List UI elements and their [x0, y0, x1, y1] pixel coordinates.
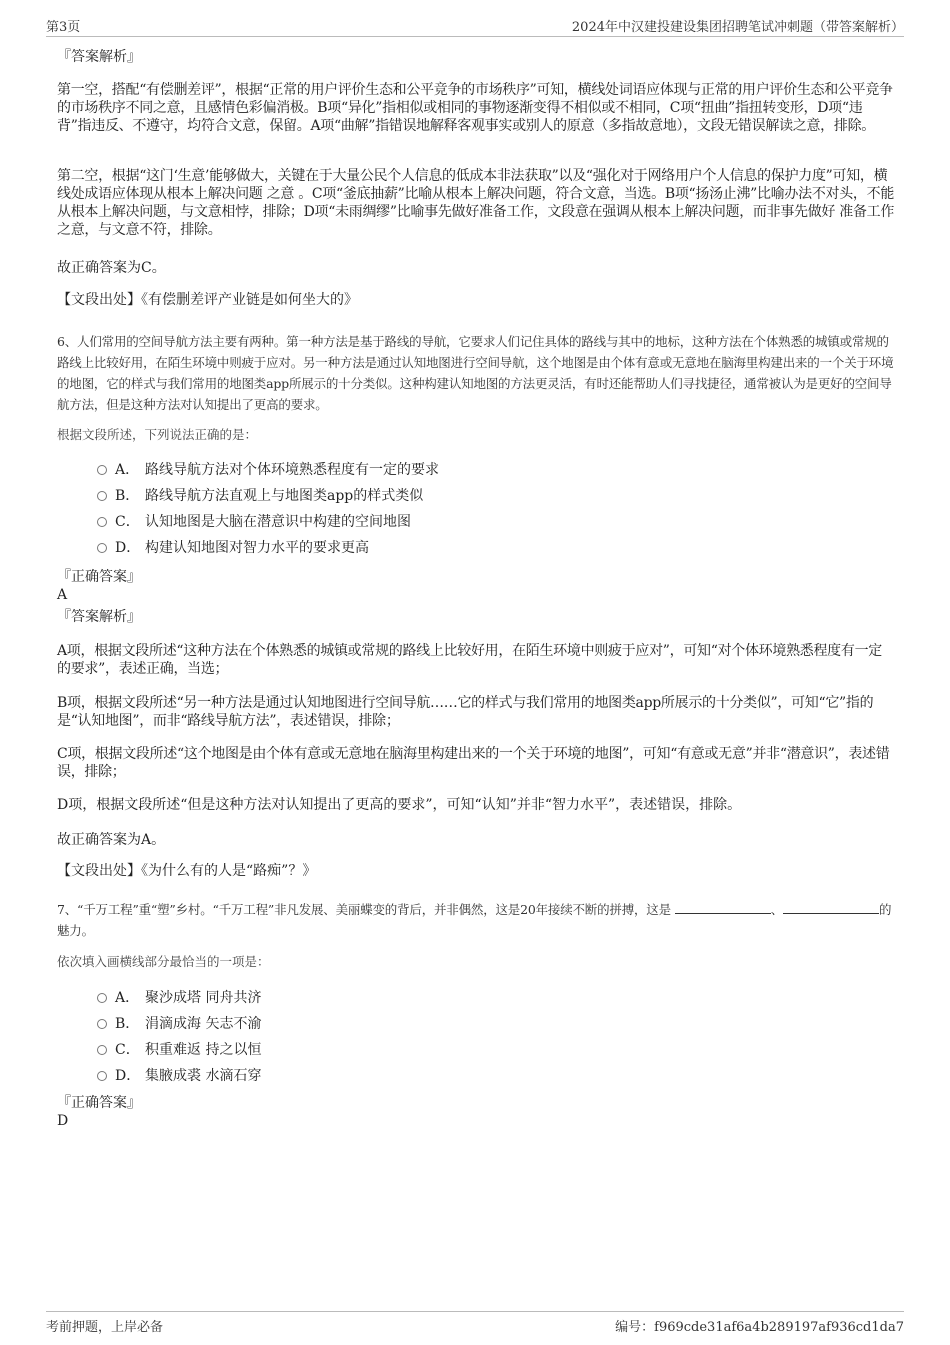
q5-source: 【文段出处】《有偿删差评产业链是如何坐大的》 [57, 292, 358, 308]
q7-answer: D [57, 1113, 69, 1129]
q7-stem [57, 899, 895, 941]
option-text: 涓滴成海 矢志不渝 [145, 1016, 262, 1032]
q6-conclusion: 故正确答案为A。 [57, 832, 166, 848]
option-letter: D． [115, 540, 141, 556]
q7-option-b[interactable] [57, 1013, 895, 1039]
q6-prompt: 根据文段所述，下列说法正确的是： [57, 427, 258, 442]
q6-stem: 6、人们常用的空间导航方法主要有两种。第一种方法是基于路线的导航，它要求人们记住具体的路线与其中的地标，这种方法在个体熟悉的城镇或常规的路线上比较好用，在陌生环境中则疲于应对。另一种方法是通过认知地图进行空间导航，这个地图是由个体有意或无意地在脑海里构建出来的一个关于环境的地图，它的样式与我们常用的地图类app所展示的十分类似。这种构建认知地图的方法更灵活，有时还能帮助人们寻找捷径，通常被认为是更好的空间导航方法，但是这种方法对认知提出了更高的要求。 [57, 334, 894, 412]
option-letter: D． [115, 1068, 141, 1084]
page-number: 第3页 [46, 20, 81, 35]
document-title: 2024年中汉建投建设集团招聘笔试冲刺题（带答案解析） [571, 20, 904, 35]
q7-prompt: 依次填入画横线部分最恰当的一项是： [57, 954, 270, 969]
radio-button[interactable] [97, 993, 107, 1003]
q6-answer: A [57, 587, 68, 603]
option-text: 构建认知地图对智力水平的要求更高 [145, 540, 369, 556]
radio-button[interactable] [97, 517, 107, 527]
q6-analysis-d: D项，根据文段所述“但是这种方法对认知提出了更高的要求”，可知“认知”并非“智力水平”，表述错误，排除。 [57, 797, 742, 813]
fill-blank-2 [783, 901, 879, 914]
radio-button[interactable] [97, 543, 107, 553]
q7-options [57, 987, 895, 1091]
page-header [46, 14, 904, 37]
option-letter: C． [115, 1042, 140, 1058]
document-id: 编号：f969cde31af6a4b289197af936cd1da7 [615, 1320, 904, 1335]
radio-button[interactable] [97, 1071, 107, 1081]
option-letter: C． [115, 514, 140, 530]
q7-stem-part1: 7、“千万工程”重“塑”乡村。“千万工程”非凡发展、美丽蝶变的背后，并非偶然，这是20年接续不断的拼搏，这是 [57, 902, 671, 917]
option-text: 路线导航方法直观上与地图类app的样式类似 [145, 488, 424, 504]
option-text: 路线导航方法对个体环境熟悉程度有一定的要求 [145, 462, 439, 478]
footer-slogan: 考前押题，上岸必备 [46, 1320, 164, 1335]
option-text: 积重难返 持之以恒 [145, 1042, 262, 1058]
option-letter: B． [115, 488, 140, 504]
radio-button[interactable] [97, 1019, 107, 1029]
q6-option-b[interactable] [57, 485, 895, 511]
q6-source: 【文段出处】《为什么有的人是“路痴”？》 [57, 863, 317, 879]
q6-option-a[interactable] [57, 459, 895, 485]
q6-option-d[interactable] [57, 537, 895, 563]
q6-options [57, 459, 895, 563]
q6-analysis-a: A项，根据文段所述“这种方法在个体熟悉的城镇或常规的路线上比较好用，在陌生环境中则疲于应对”，可知“对个体环境熟悉程度有一定的要求”，表述正确，当选； [57, 643, 882, 677]
radio-button[interactable] [97, 1045, 107, 1055]
q7-answer-label: 『正确答案』 [57, 1095, 141, 1111]
q5-analysis-label: 『答案解析』 [57, 49, 141, 65]
option-text: 集腋成裘 水滴石穿 [145, 1068, 262, 1084]
option-letter: A． [115, 990, 140, 1006]
q7-stem-part2: 的魅力。 [57, 902, 892, 938]
q6-analysis-b: B项，根据文段所述“另一种方法是通过认知地图进行空间导航……它的样式与我们常用的地图类app所展示的十分类似”，可知“它”指的是“认知地图”，而非“路线导航方法”，表述错误，排除； [57, 695, 874, 729]
q6-answer-label: 『正确答案』 [57, 569, 141, 585]
fill-blank-1 [675, 901, 771, 914]
q7-option-c[interactable] [57, 1039, 895, 1065]
option-letter: A． [115, 462, 140, 478]
q6-analysis-c: C项，根据文段所述“这个地图是由个体有意或无意地在脑海里构建出来的一个关于环境的地图”，可知“有意或无意”并非“潜意识”，表述错误，排除； [57, 746, 890, 780]
option-text: 聚沙成塔 同舟共济 [145, 990, 262, 1006]
q5-analysis-para2: 第二空，根据“这门‘生意’能够做大，关键在于大量公民个人信息的低成本非法获取”以及“强化对于网络用户个人信息的保护力度”可知，横线处成语应体现从根本上解决问题 之意 。C项“釜底抽薪”比喻从根本上解决问题，符合文意，当选。B项“扬汤止沸”比喻办法不对头，不能从根本上解决问题，与文意相悖，排除；D项“未雨绸缪”比喻事先做好准备工作，文段意在强调从根本上解决问题，而非事先做好 准备工作 之意，与文意不符，排除。 [57, 168, 895, 238]
option-letter: B． [115, 1016, 140, 1032]
radio-button[interactable] [97, 491, 107, 501]
q6-analysis-label: 『答案解析』 [57, 609, 141, 625]
q5-conclusion: 故正确答案为C。 [57, 260, 166, 276]
radio-button[interactable] [97, 465, 107, 475]
q7-option-d[interactable] [57, 1065, 895, 1091]
q5-analysis-para1: 第一空，搭配“有偿删差评”，根据“正常的用户评价生态和公平竞争的市场秩序”可知，横线处词语应体现与正常的用户评价生态和公平竞争的市场秩序不同之意，且感情色彩偏消极。B项“异化”指相似或相同的事物逐渐变得不相似或不相同，C项“扭曲”指扭转变形，D项“违背”指违反、不遵守，均符合文意，保留。A项“曲解”指错误地解释客观事实或别人的原意（多指故意地），文段无错误解读之意，排除。 [57, 82, 893, 134]
q7-stem-separator: 、 [770, 902, 783, 917]
q7-option-a[interactable] [57, 987, 895, 1013]
page-footer [46, 1311, 904, 1334]
q6-option-c[interactable] [57, 511, 895, 537]
option-text: 认知地图是大脑在潜意识中构建的空间地图 [145, 514, 411, 530]
